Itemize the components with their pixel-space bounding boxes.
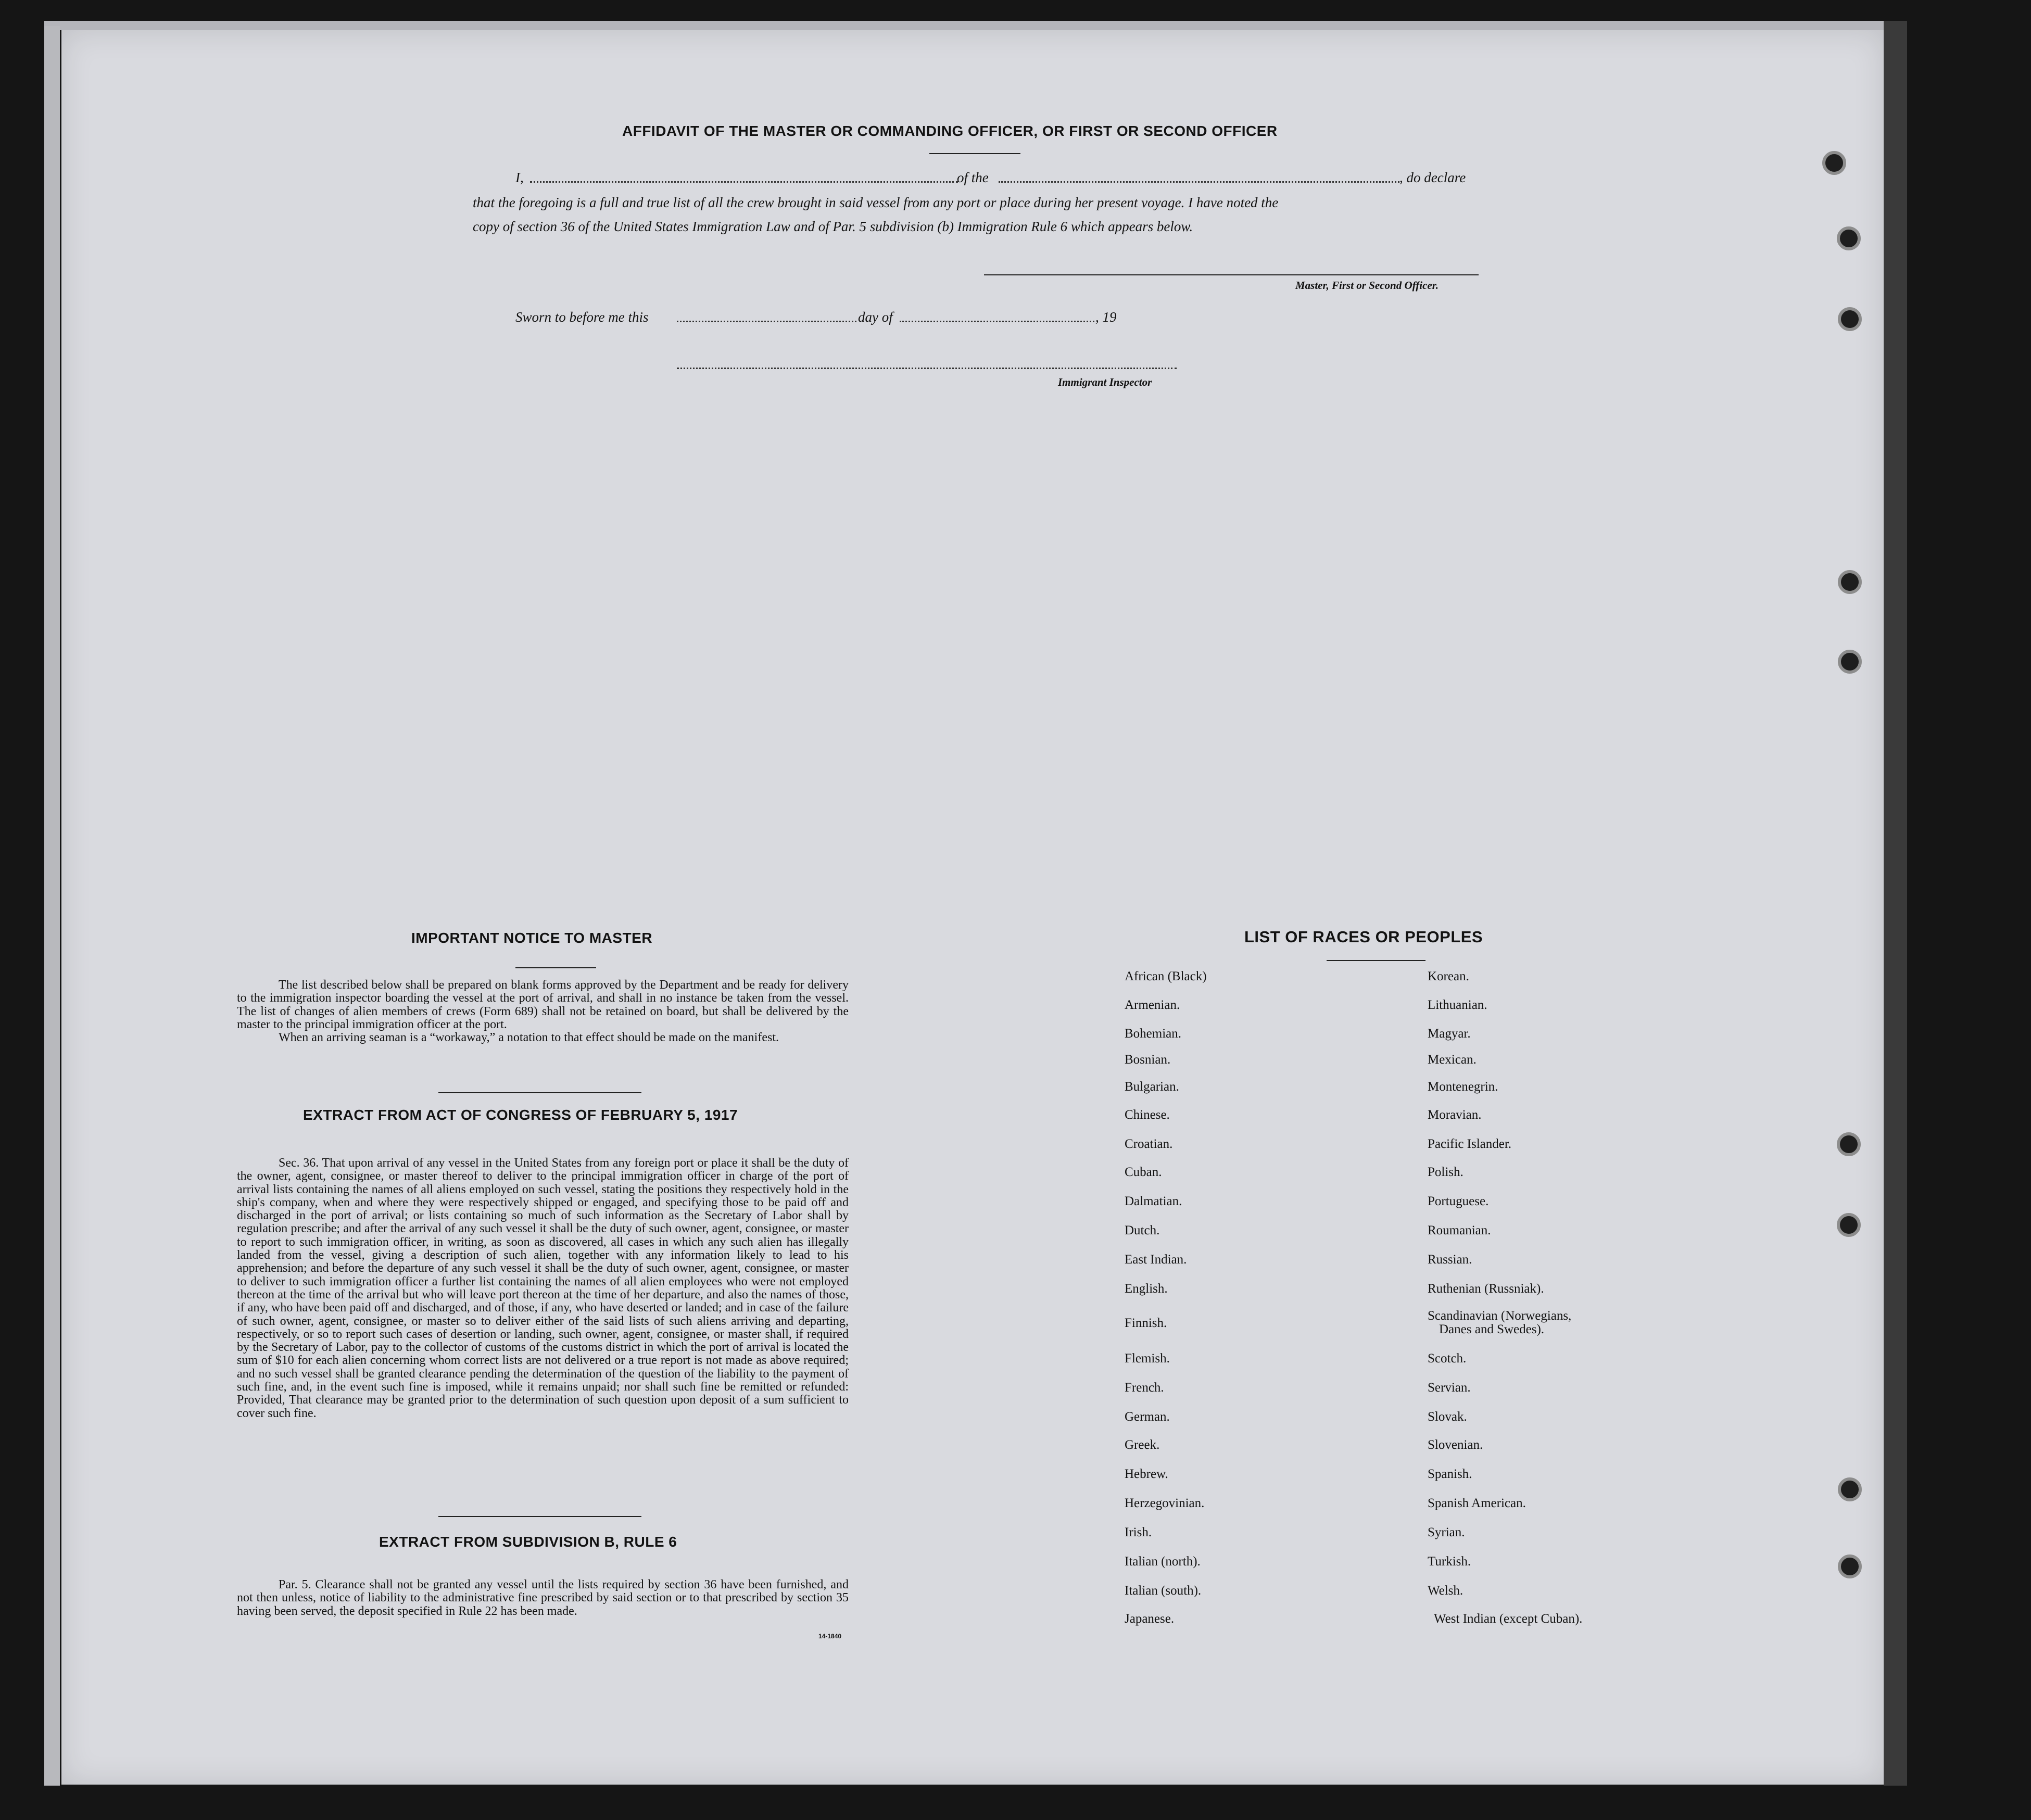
race-item: Russian. xyxy=(1428,1253,1472,1267)
extract-act-body xyxy=(237,1157,849,1420)
extract-rule-body xyxy=(237,1578,849,1618)
inspector-signature-label: Immigrant Inspector xyxy=(1058,376,1152,388)
race-item: Roumanian. xyxy=(1428,1223,1491,1237)
page-right-edge xyxy=(1884,21,1907,1786)
race-item: Herzegovinian. xyxy=(1125,1496,1205,1510)
page-top-edge xyxy=(44,21,1887,30)
race-item: Welsh. xyxy=(1428,1584,1464,1598)
form-number: 14-1840 xyxy=(818,1633,842,1640)
race-item: West Indian (except Cuban). xyxy=(1434,1612,1583,1626)
race-item: Scandinavian (Norwegians, xyxy=(1428,1309,1572,1323)
race-item: African (Black) xyxy=(1125,969,1207,983)
race-item: Montenegrin. xyxy=(1428,1080,1498,1094)
race-item: Moravian. xyxy=(1428,1108,1482,1122)
race-item: Flemish. xyxy=(1125,1351,1170,1366)
race-item: Syrian. xyxy=(1428,1525,1465,1539)
master-signature-line xyxy=(984,274,1479,275)
notice-body xyxy=(237,979,849,1044)
master-signature-label: Master, First or Second Officer. xyxy=(1295,279,1439,292)
title-underline xyxy=(929,153,1020,154)
day-of-text: day of xyxy=(858,309,893,325)
name-blank xyxy=(530,181,958,183)
binder-hole-icon xyxy=(1837,226,1861,250)
race-item: Armenian. xyxy=(1125,998,1180,1012)
race-item: Spanish. xyxy=(1428,1467,1472,1481)
race-item: Dutch. xyxy=(1125,1223,1160,1237)
race-item: Magyar. xyxy=(1428,1027,1471,1041)
race-item: Servian. xyxy=(1428,1381,1471,1395)
extract-rule-title: EXTRACT FROM SUBDIVISION B, RULE 6 xyxy=(379,1534,677,1550)
section-36-text: Sec. 36. That upon arrival of any vessel in the United States from any foreign port or place it shall be the duty of the owner, agent, consignee, or master thereof to deliver to the principal immigration officer in charge of the port of arrival lists containing the names of all aliens employed on such vessel, stating the positions they respectively hold in the ship's company, when and where they were respectively shipped or engaged, and specifying those to be paid off and discharged in the port of arrival; or lists containing so much of such information as the Secretary of Labor shall by regulation prescribe; and after the arrival of any such vessel it shall be the duty of such owner, agent, consignee, or master to report to such immigration officer, in writing, as soon as discovered, all cases in which any such alien has illegally landed from the vessel, giving a description of such alien, together with any information likely to lead to his apprehension; and before the departure of any such vessel it shall be the duty of such owner, agent, consignee, or master to deliver to such immigration officer a further list containing the names of all alien employees who were not employed thereon at the time of the arrival but who will leave port thereon at the time of her departure, and also the names of those, if any, who have been paid off and discharged, and of those, if any, who have deserted or landed; and in case of the failure of such owner, agent, consignee, or master so to deliver either of the said lists of such aliens arriving and departing, respectively, or so to report such cases of desertion or landing, such owner, agent, consignee, or master shall, if required by the Secretary of Labor, pay to the collector of customs of the customs district in which the port of arrival is located the sum of $10 for each alien concerning whom correct lists are not delivered or a true report is not made as above required; and no such vessel shall be granted clearance pending the determination of the question of the liability to the payment of such fine, and, in the event such fine is imposed, while it remains unpaid; nor shall such fine be remitted or refunded: Provided, That clearance may be granted prior to the determination of such question upon deposit of a sum sufficient to cover such fine. xyxy=(237,1156,849,1420)
race-item: Bohemian. xyxy=(1125,1027,1182,1041)
race-item: French. xyxy=(1125,1381,1164,1395)
race-item: Finnish. xyxy=(1125,1316,1167,1330)
binder-hole-icon xyxy=(1838,1477,1862,1501)
race-item: Ruthenian (Russniak). xyxy=(1428,1282,1544,1296)
binder-hole-icon xyxy=(1837,1213,1861,1237)
race-item: Lithuanian. xyxy=(1428,998,1487,1012)
page-left-edge xyxy=(44,26,60,1786)
race-item: Croatian. xyxy=(1125,1137,1173,1151)
notice-underline xyxy=(515,967,596,968)
race-item: German. xyxy=(1125,1410,1170,1424)
vessel-blank xyxy=(999,181,1399,183)
race-item: English. xyxy=(1125,1282,1168,1296)
race-item: Irish. xyxy=(1125,1525,1152,1539)
race-item: Mexican. xyxy=(1428,1053,1477,1067)
sworn-text: Sworn to before me this xyxy=(515,309,649,325)
affidavit-line1-of-the: of the xyxy=(957,170,989,185)
affidavit-title: AFFIDAVIT OF THE MASTER OR COMMANDING OFFICER, OR FIRST OR SECOND OFFICER xyxy=(622,123,1278,139)
binder-hole-icon xyxy=(1822,151,1846,175)
race-item: Polish. xyxy=(1428,1165,1464,1179)
month-blank xyxy=(900,321,1094,322)
binder-hole-icon xyxy=(1838,307,1862,331)
par-5-text: Par. 5. Clearance shall not be granted any vessel until the lists required by section 36 have been furnished, and not then unless, notice of liability to the administrative fine prescribed by said section or to that prescribed by section 35 having been served, the deposit specified in Rule 22 has been made. xyxy=(237,1578,849,1618)
race-item: Cuban. xyxy=(1125,1165,1162,1179)
notice-title: IMPORTANT NOTICE TO MASTER xyxy=(411,930,653,946)
race-item: Bosnian. xyxy=(1125,1053,1171,1067)
race-item: Japanese. xyxy=(1125,1612,1175,1626)
affidavit-line1-declare: , do declare xyxy=(1399,170,1466,185)
extract-act-title: EXTRACT FROM ACT OF CONGRESS OF FEBRUARY 5, 1917 xyxy=(303,1107,738,1123)
race-item: Italian (north). xyxy=(1125,1554,1201,1569)
race-item: Bulgarian. xyxy=(1125,1080,1179,1094)
race-item: Greek. xyxy=(1125,1438,1160,1452)
race-item: Dalmatian. xyxy=(1125,1194,1182,1208)
race-item: Turkish. xyxy=(1428,1554,1471,1569)
affidavit-line3: copy of section 36 of the United States Immigration Law and of Par. 5 subdivision (b) Immigration Rule 6 which appears below. xyxy=(473,219,1193,234)
races-title: LIST OF RACES OR PEOPLES xyxy=(1244,928,1483,946)
binder-hole-icon xyxy=(1838,650,1862,674)
race-item: Slovak. xyxy=(1428,1410,1467,1424)
race-item: Spanish American. xyxy=(1428,1496,1526,1510)
binder-hole-icon xyxy=(1838,1554,1862,1578)
notice-paragraph: The list described below shall be prepared on blank forms approved by the Department and be ready for delivery to the immigration inspector boarding the vessel at the port of arrival, and shall in no instance be taken from the vessel. The list of changes of alien members of crews (Form 689) shall not be retained on board, but shall be delivered by the master to the principal immigration officer at the port. xyxy=(237,978,849,1031)
document-page xyxy=(61,30,1884,1785)
affidavit-line2: that the foregoing is a full and true list of all the crew brought in said vessel from any port or place during her present voyage. I have noted the xyxy=(473,195,1279,210)
race-item: Korean. xyxy=(1428,969,1469,983)
race-item: Portuguese. xyxy=(1428,1194,1489,1208)
sworn-day-blank xyxy=(677,321,856,322)
race-item: Danes and Swedes). xyxy=(1439,1322,1545,1336)
binder-hole-icon xyxy=(1838,570,1862,594)
section-divider xyxy=(438,1516,641,1517)
race-item: Chinese. xyxy=(1125,1108,1170,1122)
race-item: Scotch. xyxy=(1428,1351,1467,1366)
race-item: Hebrew. xyxy=(1125,1467,1168,1481)
races-underline xyxy=(1327,960,1426,961)
race-item: Pacific Islander. xyxy=(1428,1137,1512,1151)
race-item: Slovenian. xyxy=(1428,1438,1483,1452)
section-divider xyxy=(438,1092,641,1093)
inspector-signature-line xyxy=(677,368,1177,369)
race-item: East Indian. xyxy=(1125,1253,1187,1267)
notice-paragraph: When an arriving seaman is a “workaway,” a notation to that effect should be made on the manifest. xyxy=(279,1031,779,1045)
race-item: Italian (south). xyxy=(1125,1584,1202,1598)
binder-hole-icon xyxy=(1837,1132,1861,1156)
year-text: , 19 xyxy=(1095,309,1117,325)
affidavit-line1-i: I, xyxy=(515,170,524,185)
